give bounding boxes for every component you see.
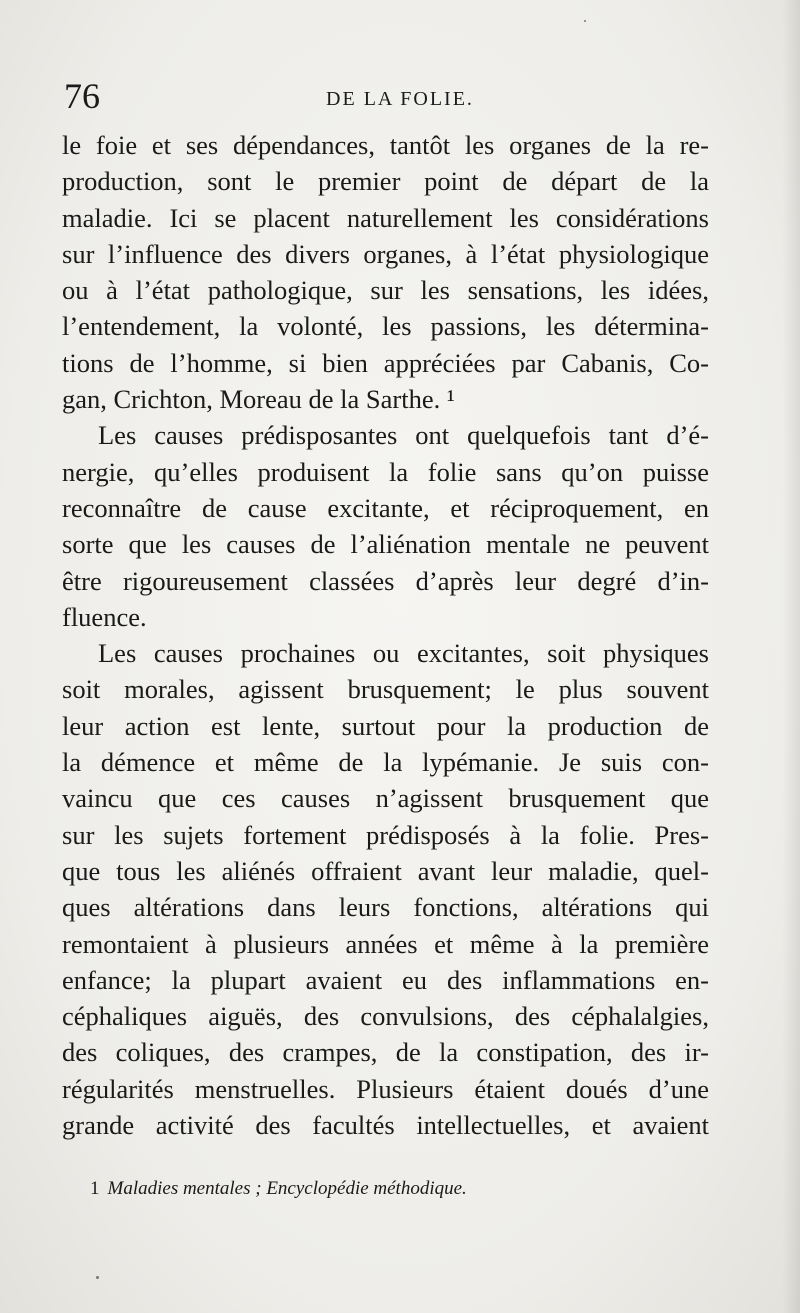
text-line: leur action est lente, surtout pour la production de [62,710,709,741]
page-number: 76 [64,76,100,116]
text-line: soit morales, agissent brusquement; le plus souvent [62,674,709,705]
text-line: Les causes prochaines ou excitantes, soit physiques [98,638,709,669]
body-text [62,127,709,1143]
text-line: maladie. Ici se placent naturellement les considérations [62,202,709,233]
text-line: enfance; la plupart avaient eu des inflammations en- [62,964,709,995]
paper-speck [584,20,586,22]
text-line: gan, Crichton, Moreau de la Sarthe. ¹ [62,384,455,415]
text-line: Les causes prédisposantes ont quelquefois tant d’é- [98,420,709,451]
text-line: que tous les aliénés offraient avant leur maladie, quel- [62,855,709,886]
text-line: reconnaître de cause excitante, et réciproquement, en [62,492,709,523]
footnote-marker: 1 [90,1178,100,1199]
text-line: sur les sujets fortement prédisposés à la folie. Pres- [62,819,709,850]
text-line: l’entendement, la volonté, les passions, les détermina- [62,311,709,342]
page-edge-shadow [782,0,800,1313]
footnote-text: Maladies mentales ; Encyclopédie méthodique. [107,1178,467,1199]
text-line: tions de l’homme, si bien appréciées par Cabanis, Co- [62,347,709,378]
text-line: des coliques, des crampes, de la constipation, des ir- [62,1037,709,1068]
paper-speck [96,1276,99,1279]
text-line: la démence et même de la lypémanie. Je suis con- [62,747,709,778]
text-line: ou à l’état pathologique, sur les sensations, les idées, [62,275,709,306]
text-line: fluence. [62,601,147,632]
text-line: sur l’influence des divers organes, à l’état physiologique [62,238,709,269]
text-line: nergie, qu’elles produisent la folie sans qu’on puisse [62,456,709,487]
text-line: vaincu que ces causes n’agissent brusquement que [62,783,709,814]
text-line: sorte que les causes de l’aliénation mentale ne peuvent [62,529,709,560]
text-line: ques altérations dans leurs fonctions, altérations qui [62,892,709,923]
text-line: céphaliques aiguës, des convulsions, des céphalalgies, [62,1001,709,1032]
text-line: production, sont le premier point de départ de la [62,166,709,197]
footnote [90,1178,467,1200]
text-line: le foie et ses dépendances, tantôt les organes de la re- [62,130,709,160]
running-title: DE LA FOLIE. [326,88,474,110]
text-line: être rigoureusement classées d’après leur degré d’in- [62,565,709,596]
text-line: remontaient à plusieurs années et même à la première [62,928,709,959]
text-line: régularités menstruelles. Plusieurs étaient doués d’une [62,1073,709,1104]
text-line: grande activité des facultés intellectuelles, et avaient [62,1110,709,1141]
